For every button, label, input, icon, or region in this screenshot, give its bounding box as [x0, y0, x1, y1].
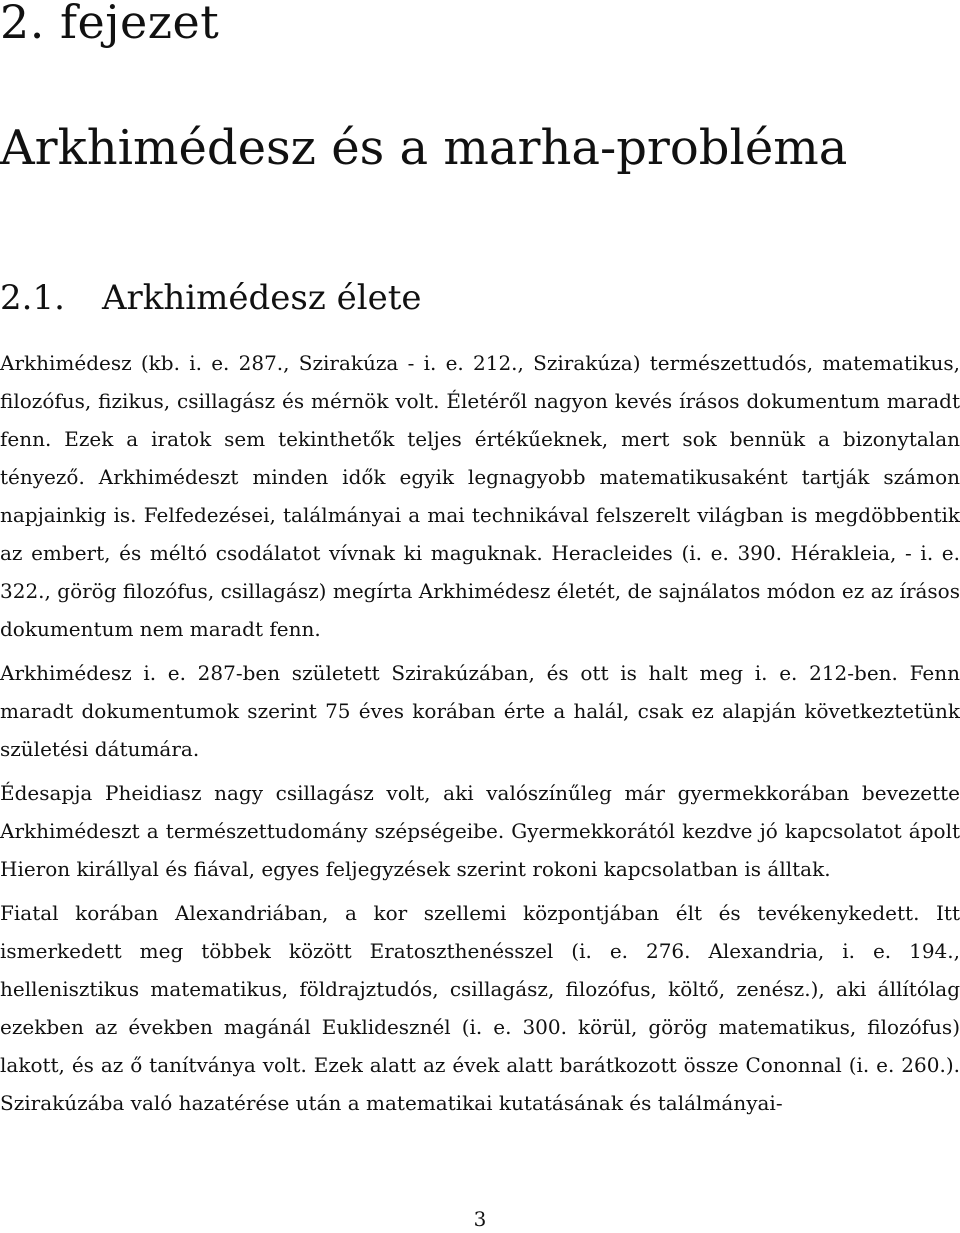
- section-title: Arkhimédesz élete: [102, 278, 422, 318]
- chapter-title: Arkhimédesz és a marha-probléma: [0, 120, 848, 176]
- section-heading: [0, 276, 422, 320]
- paragraph: Fiatal korában Alexandriában, a kor szellemi központjában élt és tevékenykedett. Itt ismerkedett meg többek között Eratoszthenésszel (i. e. 276. Alexandria, i. e. 194., hellenisztikus matematikus, földrajztudós, csillagász, filozófus, költő, zenész.), aki állítólag ezekben az években magánál Euklidesznél (i. e. 300. körül, görög matematikus, filozófus) lakott, és az ő tanítványa volt. Ezek alatt az évek alatt barátkozott össze Cononnal (i. e. 260.). Szirakúzába való hazatérése után a matematikai kutatásának és találmányai-: [0, 901, 960, 1115]
- chapter-number: 2. fejezet: [0, 0, 220, 49]
- paragraph: Arkhimédesz (kb. i. e. 287., Szirakúza - i. e. 212., Szirakúza) természettudós, matematikus, filozófus, fizikus, csillagász és mérnök volt. Életéről nagyon kevés írásos dokumentum maradt fenn. Ezek a iratok sem tekinthetők teljes értékűeknek, mert sok bennük a bizonytalan tényező. Arkhimédeszt minden idők egyik legnagyobb matematikusaként tartják számon napjainkig is. Felfedezései, találmányai a mai technikával felszerelt világban is megdöbbentik az embert, és méltó csodálatot vívnak ki maguknak. Heracleides (i. e. 390. Hérakleia, - i. e. 322., görög filozófus, csillagász) megírta Arkhimédesz életét, de sajnálatos módon ez az írásos dokumentum nem maradt fenn.: [0, 351, 960, 641]
- body-text: [0, 344, 960, 1128]
- paragraph: Édesapja Pheidiasz nagy csillagász volt, aki valószínűleg már gyermekkorában bevezette Arkhimédeszt a természettudomány szépségeibe. Gyermekkorától kezdve jó kapcsolatot ápolt Hieron királlyal és fiával, egyes feljegyzések szerint rokoni kapcsolatban is álltak.: [0, 781, 960, 881]
- paragraph: Arkhimédesz i. e. 287-ben született Szirakúzában, és ott is halt meg i. e. 212-ben. Fenn maradt dokumentumok szerint 75 éves korában érte a halál, csak ez alapján következtetünk születési dátumára.: [0, 661, 960, 761]
- page-number: 3: [473, 1207, 487, 1231]
- section-number: 2.1.: [0, 278, 65, 318]
